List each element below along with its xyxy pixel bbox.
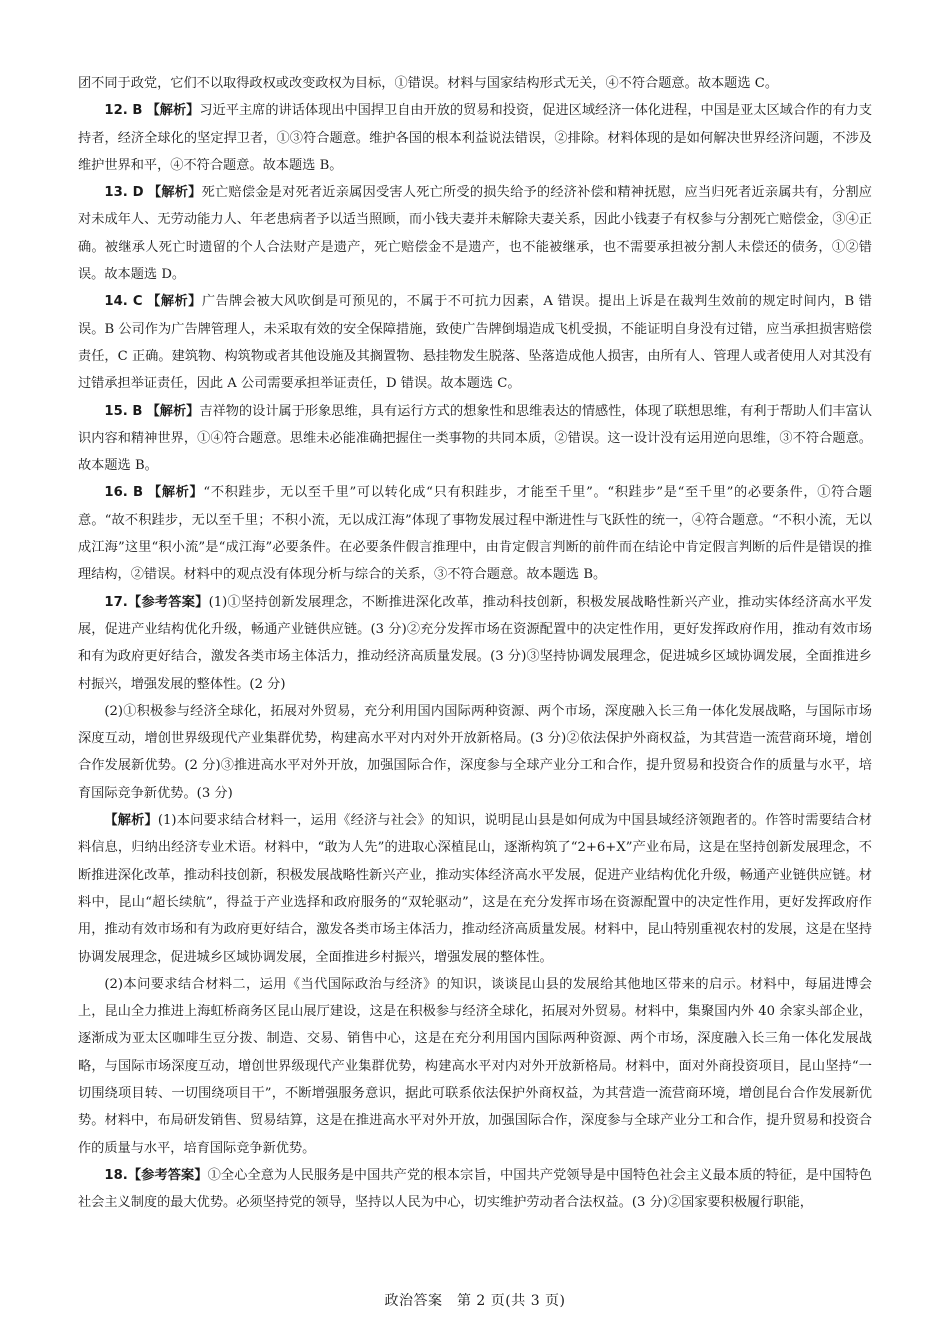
analysis-tag: 【解析】 — [147, 294, 202, 310]
paragraph-q11-continued — [78, 70, 872, 97]
question-number: 15. B — [104, 403, 143, 419]
analysis-text: “不积跬步，无以至千里”可以转化成“只有积跬步，才能至千里”。“积跬步”是“至千里”的必要条件，①符合题意。“故不积跬步，无以至千里；不积小流，无以成江海”体现了事物发展过程中渐进性与飞跃性的统一，④符合题意。“不积小流，无以成江海”这里“积小流”是“成江海”必要条件。在必要条件假言推理中，由肯定假言判断的前件而在结论中肯定假言判断的后件是错误的推理结构，②错误。材料中的观点没有体现分析与综合的关系，③不符合题意。故本题选 B。 — [78, 485, 872, 583]
answer-q14 — [78, 288, 872, 397]
analysis-tag: 【解析】 — [146, 403, 200, 419]
question-number: 16. B — [104, 485, 144, 501]
answer-q15 — [78, 398, 872, 480]
reference-answer-tag: 【参考答案】 — [127, 594, 209, 610]
answer-page — [78, 70, 872, 1216]
analysis-text: 死亡赔偿金是对死者近亲属因受害人死亡所受的损失给予的经济补偿和精神抚慰，应当归死者近亲属共有，分割应对未成年人、无劳动能力人、年老患病者予以适当照顾，而小钱夫妻并未解除夫妻关系，因此小钱妻子有权参与分割死亡赔偿金，③④正确。被继承人死亡时遗留的个人合法财产是遗产，死亡赔偿金不是遗产，也不能被继承，也不需要承担被分割人未偿还的债务，①②错误。故本题选 D。 — [78, 185, 872, 283]
analysis-q17-part1 — [78, 807, 872, 971]
analysis-text: (2)本问要求结合材料二，运用《当代国际政治与经济》的知识，谈谈昆山县的发展给其他地区带来的启示。材料中，每届进博会上，昆山全力推进上海虹桥商务区昆山展厅建设，这是在积极参与经济全球化，拓展对外贸易。材料中，集聚国内外 40 余家头部企业，逐渐成为亚太区咖啡生豆分拨、制造、交易、销售中心，这是在充分利用国内国际两种资源、两个市场，深度融入长三角一体化发展战略，与国际市场深度互动，增创世界级现代产业集群优势，构建高水平对内对外开放新格局。材料中，面对外商投资项目，昆山坚持“一切围绕项目转、一切围绕项目干”，不断增强服务意识，据此可联系依法保护外商权益，为其营造一流营商环境，增创昆台合作发展新优势。材料中，布局研发销售、贸易结算，这是在推进高水平对外开放，加强国际合作，深度参与全球产业分工和合作，提升贸易和投资合作的质量与水平，培育国际竞争新优势。 — [78, 976, 872, 1156]
answer-q18 — [78, 1162, 872, 1217]
analysis-q17-part2 — [78, 971, 872, 1162]
answer-q16 — [78, 479, 872, 588]
page-footer: 政治答案 第 2 页(共 3 页) — [384, 1293, 566, 1309]
answer-text: (1)①坚持创新发展理念，不断推进深化改革，推动科技创新，积极发展战略性新兴产业，推动实体经济高水平发展，促进产业结构优化升级，畅通产业链供应链。(3 分)②充分发挥市场在资源配置中的决定性作用，更好发挥政府作用，推动有效市场和有为政府更好结合，激发各类市场主体活力，推动经济高质量发展。(3 分)③坚持协调发展理念，促进城乡区域协调发展，全面推进乡村振兴，增强发展的整体性。(2 分) — [78, 594, 872, 692]
analysis-text: 习近平主席的讲话体现出中国捍卫自由开放的贸易和投资，促进区域经济一体化进程，中国是亚太区域合作的有力支持者，经济全球化的坚定捍卫者，①③符合题意。维护各国的根本利益说法错误，②排除。材料体现的是如何解决世界经济问题，不涉及维护世界和平，④不符合题意。故本题选 B。 — [78, 103, 873, 173]
paragraph-text: 团不同于政党，它们不以取得政权或改变政权为目标，①错误。材料与国家结构形式无关，④不符合题意。故本题选 C。 — [78, 76, 779, 91]
reference-answer-tag: 【参考答案】 — [127, 1167, 208, 1183]
analysis-tag: 【解析】 — [147, 485, 204, 501]
answer-q12 — [78, 97, 872, 179]
answer-text: ①全心全意为人民服务是中国共产党的根本宗旨，中国共产党领导是中国特色社会主义最本质的特征，是中国特色社会主义制度的最大优势。必须坚持党的领导，坚持以人民为中心，切实维护劳动者合法权益。(3 分)②国家要积极履行职能， — [78, 1167, 872, 1211]
analysis-text: 广告牌会被大风吹倒是可预见的，不属于不可抗力因素，A 错误。提出上诉是在裁判生效前的规定时间内，B 错误。B 公司作为广告牌管理人，未采取有效的安全保障措施，致使广告牌倒塌造成飞机受损，不能证明自身没有过错，应当承担损害赔偿责任，C 正确。建筑物、构筑物或者其他设施及其搁置物、悬挂物发生脱落、坠落造成他人损害，由所有人、管理人或者使用人对其没有过错承担举证责任，因此 A 公司需要承担举证责任，D 错误。故本题选 C。 — [78, 294, 872, 392]
question-number: 17. — [104, 594, 128, 610]
answer-q17-part2 — [78, 698, 872, 807]
analysis-text: 吉祥物的设计属于形象思维，具有运行方式的想象性和思维表达的情感性，体现了联想思维，有利于帮助人们丰富认识内容和精神世界，①④符合题意。思维未必能准确把握住一类事物的共同本质，②错误。这一设计没有运用逆向思维，③不符合题意。故本题选 B。 — [78, 403, 873, 474]
question-number: 12. B — [104, 103, 143, 119]
question-number: 14. C — [104, 294, 143, 310]
question-number: 18. — [104, 1167, 128, 1183]
answer-text: (2)①积极参与经济全球化，拓展对外贸易，充分利用国内国际两种资源、两个市场，深度融入长三角一体化发展战略，与国际市场深度互动，增创世界级现代产业集群优势，构建高水平对内对外开放新格局。(3 分)②依法保护外商权益，为其营造一流营商环境，增创合作发展新优势。(2 分)③推进高水平对外开放，加强国际合作，深度参与全球产业分工和合作，提升贸易和投资合作的质量与水平，培育国际竞争新优势。(3 分) — [78, 703, 872, 801]
analysis-tag: 【解析】 — [146, 103, 200, 119]
analysis-text: (1)本问要求结合材料一，运用《经济与社会》的知识，说明昆山县是如何成为中国县域经济领跑者的。作答时需要结合材料信息，归纳出经济专业术语。材料中，“敢为人先”的进取心深植昆山，逐渐构筑了“2+6+X”产业布局，这是在坚持创新发展理念，不断推进深化改革，推动科技创新，积极发展战略性新兴产业，推动实体经济高水平发展，促进产业结构优化升级，畅通产业链供应链。材料中，昆山“超长续航”，得益于产业选择和政府服务的“双轮驱动”，这是在充分发挥市场在资源配置中的决定性作用，更好发挥政府作用，推动有效市场和有为政府更好结合，激发各类市场主体活力，推动经济高质量发展。材料中，昆山特别重视农村的发展，这是在坚持协调发展理念，促进城乡区域协调发展，全面推进乡村振兴，增强发展的整体性。 — [78, 813, 872, 965]
answer-q13 — [78, 179, 872, 288]
answer-q17-part1 — [78, 589, 872, 698]
analysis-tag: 【解析】 — [147, 185, 202, 201]
question-number: 13. D — [104, 185, 144, 201]
analysis-tag: 【解析】 — [104, 813, 158, 829]
